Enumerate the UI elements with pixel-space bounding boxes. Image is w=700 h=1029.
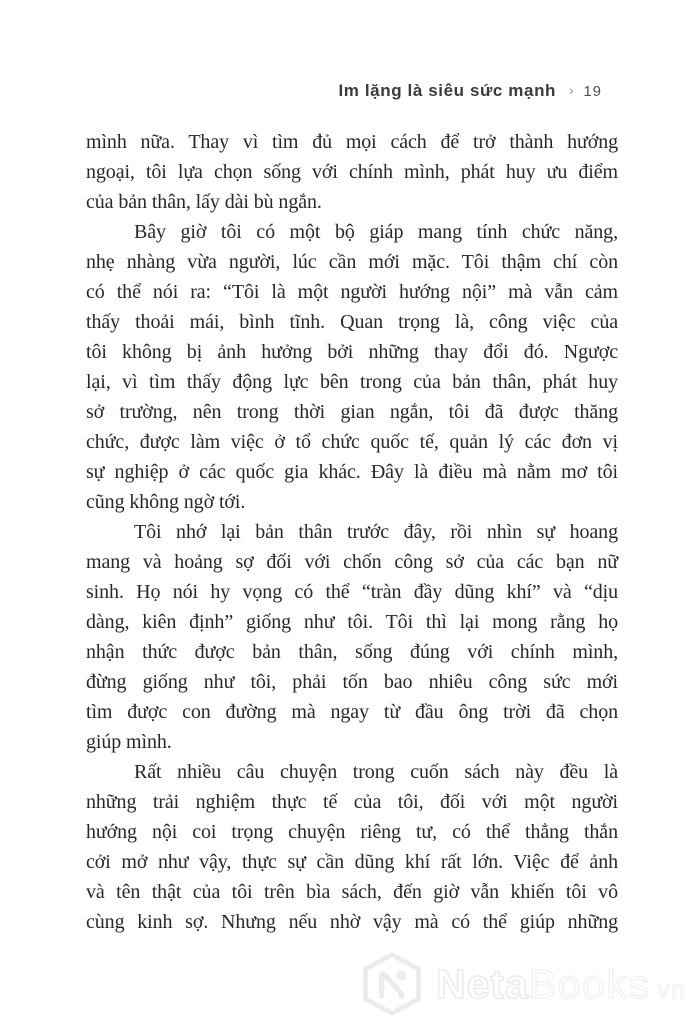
text-line: có thể nói ra: “Tôi là một người hướng nội” mà vẫn cảm	[86, 281, 618, 303]
running-header	[0, 81, 602, 101]
header-separator-icon: ›	[569, 82, 575, 98]
text-line: nhẹ nhàng vừa người, lúc cần mới mặc. Tôi thậm chí còn	[86, 251, 618, 273]
text-line: mình nữa. Thay vì tìm đủ mọi cách để trở thành hướng	[86, 131, 618, 153]
text-line: đừng giống như tôi, phải tốn bao nhiêu công sức mới	[86, 671, 618, 693]
text-line: sự nghiệp ở các quốc gia khác. Đây là điều mà nằm mơ tôi	[86, 461, 618, 483]
text-line: cũng không ngờ tới.	[86, 491, 246, 513]
chapter-title: Im lặng là siêu sức mạnh	[338, 81, 557, 100]
page-number: 19	[583, 83, 602, 100]
watermark-brand-secondary: Books	[528, 960, 651, 1007]
body-text	[86, 127, 618, 937]
text-line: giúp mình.	[86, 731, 172, 753]
text-line: Rất nhiều câu chuyện trong cuốn sách này đều là	[134, 761, 618, 783]
text-line: hướng nội coi trọng chuyện riêng tư, có thể thẳng thắn	[86, 821, 618, 843]
text-line: chức, được làm việc ở tổ chức quốc tế, quản lý các đơn vị	[86, 431, 618, 453]
watermark-brand-primary: Neta	[436, 960, 529, 1007]
netabooks-watermark	[358, 948, 686, 1020]
text-line: những trải nghiệm thực tế của tôi, đối với một người	[86, 791, 618, 813]
paragraph	[86, 517, 618, 757]
text-line: sở trường, nên trong thời gian ngắn, tôi đã được thăng	[86, 401, 618, 423]
text-line: Tôi nhớ lại bản thân trước đây, rồi nhìn sự hoang	[134, 521, 618, 543]
text-line: thấy thoải mái, bình tĩnh. Quan trọng là, công việc của	[86, 311, 618, 333]
text-line: cởi mở như vậy, thực sự cần dũng khí rất lớn. Việc để ảnh	[86, 851, 618, 873]
text-line: và tên thật của tôi trên bìa sách, đến giờ vẫn khiến tôi vô	[86, 881, 618, 903]
paragraph	[86, 757, 618, 937]
paragraph	[86, 217, 618, 517]
paragraph	[86, 127, 618, 217]
text-line: cùng kinh sợ. Nhưng nếu nhờ vậy mà có thể giúp những	[86, 911, 618, 933]
watermark-domain-suffix: vn	[657, 975, 686, 1004]
text-line: ngoại, tôi lựa chọn sống với chính mình, phát huy ưu điểm	[86, 161, 618, 183]
text-line: lại, vì tìm thấy động lực bên trong của bản thân, phát huy	[86, 371, 618, 393]
text-line: Bây giờ tôi có một bộ giáp mang tính chức năng,	[134, 221, 618, 243]
watermark-text	[436, 961, 686, 1008]
text-line: tìm được con đường mà ngay từ đầu ông trời đã chọn	[86, 701, 618, 723]
text-line: mang và hoảng sợ đối với chốn công sở của các bạn nữ	[86, 551, 618, 573]
text-line: tôi không bị ảnh hưởng bởi những thay đổi đó. Ngược	[86, 341, 618, 363]
text-line: nhận thức được bản thân, sống đúng với chính mình,	[86, 641, 618, 663]
text-line: sinh. Họ nói hy vọng có thể “tràn đầy dũng khí” và “dịu	[86, 581, 618, 603]
text-line: của bản thân, lấy dài bù ngắn.	[86, 191, 322, 213]
hexagon-n-icon	[358, 949, 426, 1019]
text-line: dàng, kiên định” giống như tôi. Tôi thì lại mong rằng họ	[86, 611, 618, 633]
